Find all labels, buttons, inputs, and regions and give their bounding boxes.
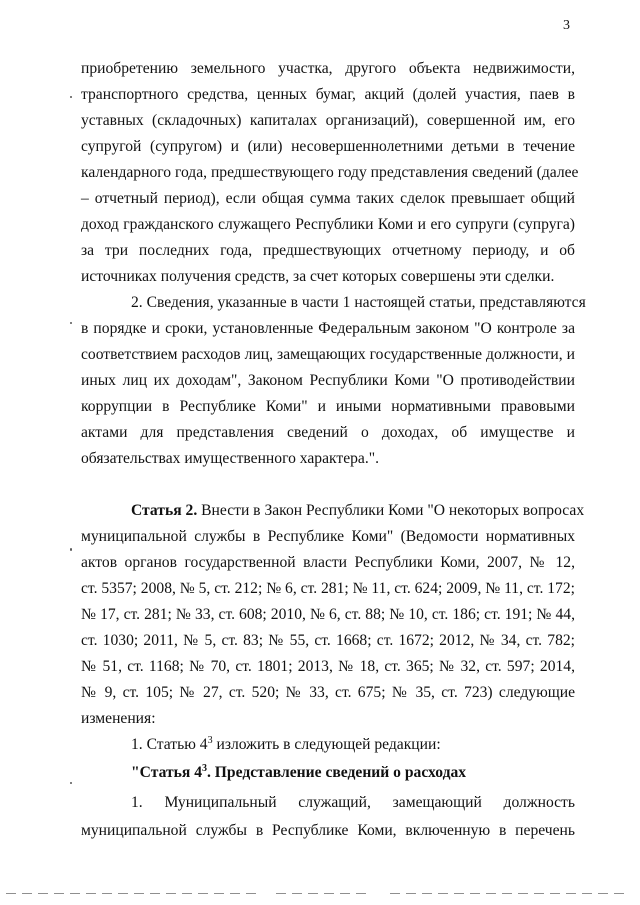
paragraph-1-line-7: доход гражданского служащего Республики Коми и его супруги (супруга) xyxy=(81,216,575,233)
article-2-line-5: № 17, ст. 281; № 33, ст. 608; 2010, № 6, ст. 88; № 10, ст. 186; ст. 191; № 44, xyxy=(81,606,575,623)
article-2-line-8: № 9, ст. 105; № 27, ст. 520; № 33, ст. 675; № 35, ст. 723) следующие xyxy=(81,684,575,701)
paragraph-1-line-6: – отчетный период), если общая сумма таких сделок превышает общий xyxy=(81,190,575,207)
scan-speck xyxy=(70,782,72,784)
scan-speck xyxy=(70,548,72,551)
item-1-superscript: 3 xyxy=(207,734,213,746)
item-1-line xyxy=(131,734,575,756)
paragraph-2-line-4: иных лиц их доходам", Законом Республики Коми "О противодействии xyxy=(81,372,575,389)
paragraph-2-line-5: коррупции в Республике Коми" и иными нормативными правовыми xyxy=(81,398,575,415)
paragraph-1-line-8: за три последних года, предшествующих отчетному периоду, и об xyxy=(81,242,575,259)
page-number: 3 xyxy=(563,18,570,33)
paragraph-1-line-3: уставных (складочных) капиталах организаций), совершенной им, его xyxy=(81,112,575,129)
article-4-3-heading xyxy=(131,762,575,784)
article-4-3-title-before: "Статья 4 xyxy=(131,764,202,781)
paragraph-1-line-5: календарного года, предшествующего году представления сведений (далее xyxy=(81,164,579,181)
paragraph-2-line-1: 2. Сведения, указанные в части 1 настоящей статьи, представляются xyxy=(131,294,586,311)
scan-edge-line xyxy=(390,893,626,894)
paragraph-2-line-2: в порядке и сроки, установленные Федеральным законом "О контроле за xyxy=(81,320,575,337)
article-4-3-superscript: 3 xyxy=(202,762,207,774)
scan-edge-line xyxy=(6,893,256,894)
paragraph-3-line-1: 1. Муниципальный служащий, замещающий должность xyxy=(131,794,575,811)
paragraph-1-line-4: супругой (супругом) и (или) несовершеннолетними детьми в течение xyxy=(81,138,575,155)
paragraph-1-line-9: источниках получения средств, за счет которых совершены эти сделки. xyxy=(81,268,555,285)
article-2-first-line-text: Внести в Закон Республики Коми "О некоторых вопросах xyxy=(197,502,585,519)
item-1-text-after: изложить в следующей редакции: xyxy=(212,736,441,753)
paragraph-1-line-1: приобретению земельного участка, другого объекта недвижимости, xyxy=(81,60,575,77)
item-1-text-before: 1. Статью 4 xyxy=(131,736,208,753)
paragraph-2-line-7: обязательствах имущественного характера.". xyxy=(81,450,379,467)
scan-speck xyxy=(70,96,72,98)
paragraph-2-line-3: соответствием расходов лиц, замещающих государственные должности, и xyxy=(81,346,575,363)
scan-edge-line xyxy=(276,893,366,894)
article-2-line-6: ст. 1030; 2011, № 5, ст. 83; № 55, ст. 1668; ст. 1672; 2012, № 34, ст. 782; xyxy=(81,632,575,649)
paragraph-3-line-2: муниципальной службы в Республике Коми, включенную в перечень xyxy=(81,822,575,839)
article-2-line-2: муниципальной службы в Республике Коми" (Ведомости нормативных xyxy=(81,528,575,545)
article-2-line-7: № 51, ст. 1168; № 70, ст. 1801; 2013, № 18, ст. 365; № 32, ст. 597; 2014, xyxy=(81,658,575,675)
article-2-line-3: актов органов государственной власти Республики Коми, 2007, № 12, xyxy=(81,554,575,571)
scan-speck xyxy=(70,322,72,324)
article-2-first-line xyxy=(131,500,585,522)
article-2-line-4: ст. 5357; 2008, № 5, ст. 212; № 6, ст. 281; № 11, ст. 624; 2009, № 11, ст. 172; xyxy=(81,580,575,597)
paragraph-1-line-2: транспортного средства, ценных бумаг, акций (долей участия, паев в xyxy=(81,86,575,103)
article-2-title: Статья 2. xyxy=(131,502,198,519)
article-4-3-title-after: . Представление сведений о расходах xyxy=(207,764,467,781)
article-2-line-9: изменения: xyxy=(81,710,156,727)
paragraph-2-line-6: актами для представления сведений о доходах, об имуществе и xyxy=(81,424,575,441)
